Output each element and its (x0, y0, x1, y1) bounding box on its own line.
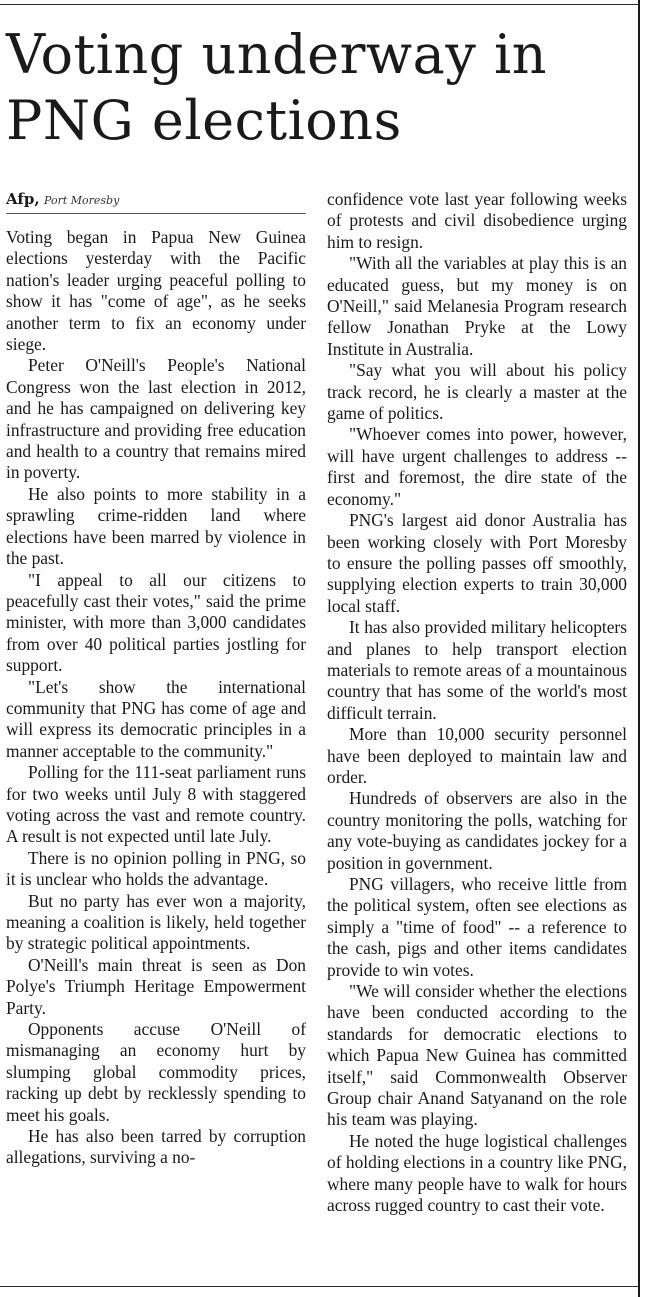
paragraph: O'Neill's main threat is seen as Don Polye's Triumph Heritage Empowerment Party. (6, 954, 306, 1018)
paragraph: "I appeal to all our citizens to peacefully cast their votes," said the prime minister, with more than 3,000 candidates from over 40 political parties jostling for support. (6, 569, 306, 676)
paragraph: PNG villagers, who receive little from the political system, often see elections as simply a "time of food" -- a reference to the cash, pigs and other items candidates provide to win votes. (327, 874, 627, 980)
byline-location: Port Moresby (44, 194, 120, 207)
headline: Voting underway in PNG elections (6, 23, 548, 152)
paragraph: It has also provided military helicopters and planes to help transport election materials to remote areas of a mountainous country that has some of the world's most difficult terrain. (327, 617, 627, 723)
article-column-left (6, 227, 306, 1169)
paragraph: He noted the huge logistical challenges of holding elections in a country like PNG, where many people have to walk for hours across rugged country to cast their vote. (327, 1130, 627, 1216)
paragraph: He also points to more stability in a sprawling crime-ridden land where elections have been marred by violence in the past. (6, 483, 306, 569)
paragraph: Peter O'Neill's People's National Congress won the last election in 2012, and he has campaigned on delivering key infrastructure and providing free education and health to a country that remains mired in poverty. (6, 355, 306, 483)
paragraph: More than 10,000 security personnel have been deployed to maintain law and order. (327, 724, 627, 787)
byline-agency: Afp, (6, 190, 40, 208)
paragraph: confidence vote last year following weeks of protests and civil disobedience urging him to resign. (327, 189, 627, 252)
paragraph: He has also been tarred by corruption allegations, surviving a no- (6, 1126, 306, 1168)
paragraph: Hundreds of observers are also in the country monitoring the polls, watching for any vote-buying as candidates jockey for a position in government. (327, 788, 627, 873)
paragraph: PNG's largest aid donor Australia has been working closely with Port Moresby to ensure the polling passes off smoothly, supplying election experts to train 30,000 local staff. (327, 510, 627, 616)
top-rule (0, 4, 638, 5)
paragraph: But no party has ever won a majority, meaning a coalition is likely, held together by strategic political appointments. (6, 890, 306, 954)
paragraph: "With all the variables at play this is an educated guess, but my money is on O'Neill," said Melanesia Program research fellow Jonathan Pryke at the Lowy Institute in Australia. (327, 253, 627, 359)
paragraph: Polling for the 111-seat parliament runs for two weeks until July 8 with staggered voting across the vast and remote country. A result is not expected until late July. (6, 762, 306, 847)
paragraph: "We will consider whether the elections have been conducted according to the standards for democratic elections to which Papua New Guinea has committed itself," said Commonwealth Observer Group chair Anand Satyanand on the role his team was playing. (327, 981, 627, 1130)
paragraph: There is no opinion polling in PNG, so it is unclear who holds the advantage. (6, 847, 306, 890)
paragraph: "Let's show the international community that PNG has come of age and will express its democratic principles in a manner acceptable to the community." (6, 676, 306, 761)
bottom-rule (0, 1286, 638, 1287)
paragraph: Opponents accuse O'Neill of mismanaging an economy hurt by slumping global commodity prices, racking up debt by recklessly spending to meet his goals. (6, 1019, 306, 1125)
article-column-right (327, 189, 627, 1217)
column-rule (638, 0, 640, 1297)
paragraph: "Whoever comes into power, however, will have urgent challenges to address -- first and foremost, the dire state of the economy." (327, 424, 627, 509)
paragraph: Voting began in Papua New Guinea elections yesterday with the Pacific nation's leader urging peaceful polling to show it has "come of age", as he seeks another term to fix an economy under siege. (6, 227, 306, 355)
byline-rule (6, 213, 306, 214)
byline (6, 190, 119, 210)
paragraph: "Say what you will about his policy track record, he is clearly a master at the game of politics. (327, 360, 627, 424)
